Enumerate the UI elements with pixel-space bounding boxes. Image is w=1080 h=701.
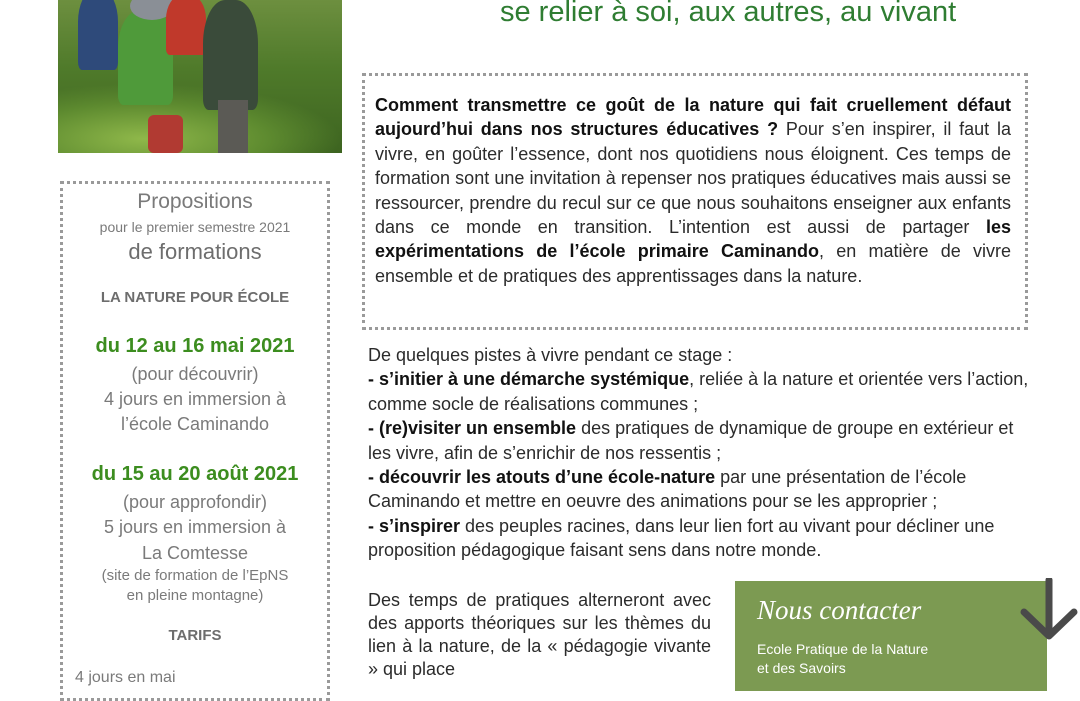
propositions-panel	[60, 181, 330, 701]
contact-heading: Nous contacter	[757, 595, 922, 625]
child-figure	[166, 0, 206, 55]
page-title: se relier à soi, aux autres, au vivant	[500, 0, 957, 28]
list-item-bold: - (re)visiter un ensemble	[368, 418, 577, 439]
list-item-bold: - s’inspirer	[368, 515, 461, 536]
session1-dates: du 12 au 16 mai 2021	[95, 335, 295, 357]
intro-question: Comment transmettre ce goût de la nature qui fait cruellement défaut aujourd’hui dans nos structures éducatives ?	[375, 95, 1011, 140]
list-item	[368, 465, 1033, 514]
adult-legs	[218, 100, 248, 153]
arrow-down-icon[interactable]	[1018, 578, 1080, 642]
list-item-text: des pratiques de dynamique de groupe en extérieur et les vivre, afin de s’enrichir de nos ressentis ;	[368, 418, 1014, 463]
contact-line2: et des Savoirs	[757, 660, 846, 676]
intro-caminando-highlight: les expérimentations de l’école primaire Caminando	[375, 217, 1011, 262]
list-item	[368, 367, 1033, 416]
list-item-bold: - s’initier à une démarche systémique	[368, 369, 690, 390]
list-item	[368, 514, 1033, 563]
semester-subtitle: pour le premier semestre 2021	[99, 219, 291, 235]
session2-note1: (site de formation de l’EpNS	[101, 567, 289, 584]
intro-text-1: Pour s’en inspirer, il faut la vivre, en goûter l’essence, dont nos quotidiens nous éloignent. Ces temps de formation sont une invitation à repenser nos pratiques éducatives mais aussi se ressourcer, prendre du recul sur ce que nous souhaitons enseigner aux enfants dans ce monde en transition. L’intention est aussi de partager	[375, 119, 1011, 238]
children-hiking-photo	[58, 0, 342, 153]
pistes-section	[368, 343, 1033, 563]
session2-purpose: (pour approfondir)	[122, 492, 268, 512]
intro-paragraph	[375, 93, 1011, 288]
intro-text-2: , en matière de vivre ensemble et de pratiques des apprentissages dans la nature.	[375, 241, 1012, 286]
list-item-text: par une présentation de l’école Caminando et mettre en oeuvre des animations pour se les approprier ;	[368, 467, 967, 512]
contact-line1: Ecole Pratique de la Nature	[757, 641, 929, 657]
list-item-text: des peuples racines, dans leur lien fort au vivant pour décliner une proposition pédagogique faisant sens dans notre monde.	[368, 515, 995, 561]
session1-purpose: (pour découvrir)	[131, 364, 259, 384]
list-item-bold: - découvrir les atouts d’une école-nature	[368, 467, 716, 488]
grass-area	[58, 83, 342, 153]
section-heading: LA NATURE POUR ÉCOLE	[100, 289, 290, 306]
session2-line2: La Comtesse	[141, 543, 249, 563]
session2-line1: 5 jours en immersion à	[103, 517, 287, 537]
list-item	[368, 416, 1033, 465]
pistes-lead: De quelques pistes à vivre pendant ce stage :	[368, 345, 733, 365]
child-figure	[78, 0, 118, 70]
session1-line1: 4 jours en immersion à	[103, 389, 287, 409]
session2-dates: du 15 au 20 août 2021	[91, 463, 299, 485]
tarif-line: 4 jours en mai	[75, 669, 176, 686]
tarifs-heading: TARIFS	[168, 627, 222, 644]
child-figure-green-backpack	[118, 10, 173, 105]
session1-line2: l’école Caminando	[120, 414, 270, 434]
formations-heading: de formations	[128, 239, 262, 264]
list-item-text: , reliée à la nature et orientée vers l’action, comme socle de réalisations communes ;	[368, 369, 1029, 414]
propositions-heading: Propositions	[137, 190, 253, 213]
red-clothing	[148, 115, 183, 153]
practice-paragraph: Des temps de pratiques alterneront avec des apports théoriques sur les thèmes du lien à la nature, de la « pédagogie vivante » qui place	[368, 590, 711, 679]
session2-note2: en pleine montagne)	[126, 587, 264, 604]
adult-figure	[203, 0, 258, 110]
